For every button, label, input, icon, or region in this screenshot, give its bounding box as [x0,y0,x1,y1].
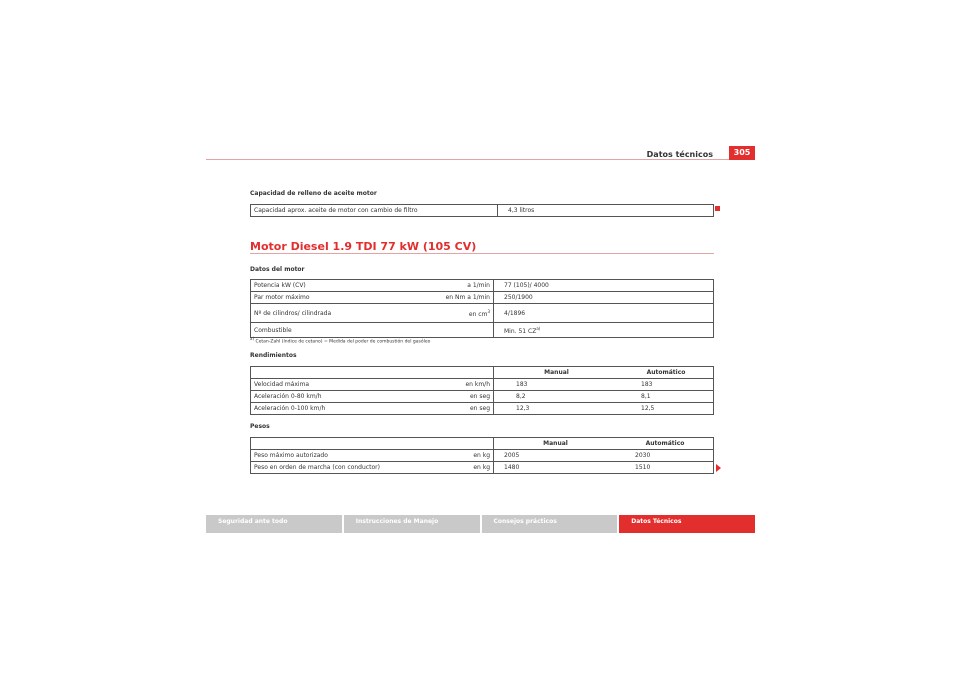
table-row [251,403,714,415]
end-of-section-icon [715,206,720,211]
table-header-row [251,367,714,379]
weight-auto: 2030 [617,450,714,462]
footnote [250,336,430,345]
engine-unit: en Nm a 1/min [407,292,494,304]
unit-superscript: 3 [487,308,490,314]
oil-label: Capacidad aprox. aceite de motor con cambio de filtro [251,205,498,217]
perf-manual: 12,3 [494,403,620,415]
table-row [251,304,714,323]
engine-value [494,323,714,338]
table-row [251,205,714,217]
perf-auto: 12,5 [619,403,714,415]
perf-unit: en km/h [407,379,494,391]
page-number: 305 [729,146,755,160]
perf-label: Aceleración 0-100 km/h [251,403,408,415]
title-rule [250,253,714,254]
table-row [251,280,714,292]
table-row [251,462,714,474]
header-empty [251,438,494,450]
tab-datos-tecnicos[interactable]: Datos Técnicos [619,515,755,533]
perf-auto: 183 [619,379,714,391]
engine-unit-text: en cm [468,310,488,318]
header-rule [206,159,755,160]
performance-section-title: Rendimientos [250,352,297,359]
weight-unit: en kg [407,450,494,462]
engine-value: 77 (105)/ 4000 [494,280,714,292]
weight-manual: 1480 [494,462,618,474]
perf-label: Velocidad máxima [251,379,408,391]
footer-nav [206,515,755,533]
continue-arrow-icon [716,464,721,472]
weight-label: Peso en orden de marcha (con conductor) [251,462,408,474]
header-empty [251,367,494,379]
weight-unit: en kg [407,462,494,474]
tab-instrucciones[interactable]: Instrucciones de Manejo [344,515,480,533]
perf-unit: en seg [407,391,494,403]
perf-manual: 183 [494,379,620,391]
weights-section-title: Pesos [250,423,270,430]
weight-auto: 1510 [617,462,714,474]
oil-table [250,204,714,217]
tab-consejos[interactable]: Consejos prácticos [482,515,618,533]
table-row [251,292,714,304]
engine-label: Par motor máximo [251,292,408,304]
engine-value-text: Min. 51 CZ [504,327,537,335]
engine-value: 4/1896 [494,304,714,323]
col-auto: Automático [617,438,714,450]
weights-table [250,437,714,474]
engine-label: Nº de cilindros/ cilindrada [251,304,408,323]
footnote-ref: a) [536,325,541,331]
header-title: Datos técnicos [646,150,713,159]
engine-label: Potencia kW (CV) [251,280,408,292]
engine-table [250,279,714,338]
oil-value: 4,3 litros [498,205,714,217]
table-row [251,450,714,462]
engine-section-title: Datos del motor [250,266,305,273]
page-title: Motor Diesel 1.9 TDI 77 kW (105 CV) [250,240,477,253]
col-manual: Manual [494,438,618,450]
col-auto: Automático [619,367,714,379]
footnote-mark: a) [250,336,255,341]
table-row [251,379,714,391]
tab-seguridad[interactable]: Seguridad ante todo [206,515,342,533]
weight-manual: 2005 [494,450,618,462]
weight-label: Peso máximo autorizado [251,450,408,462]
oil-section-title: Capacidad de relleno de aceite motor [250,190,377,197]
performance-table [250,366,714,415]
engine-unit: a 1/min [407,280,494,292]
table-row [251,391,714,403]
engine-label: Combustible [251,323,408,338]
col-manual: Manual [494,367,620,379]
engine-value: 250/1900 [494,292,714,304]
perf-label: Aceleración 0-80 km/h [251,391,408,403]
perf-auto: 8,1 [619,391,714,403]
footnote-text: Cetan-Zahl (índice de cetano) = Medida del poder de combustión del gasóleo [255,339,431,345]
perf-unit: en seg [407,403,494,415]
table-header-row [251,438,714,450]
engine-unit [407,304,494,323]
perf-manual: 8,2 [494,391,620,403]
